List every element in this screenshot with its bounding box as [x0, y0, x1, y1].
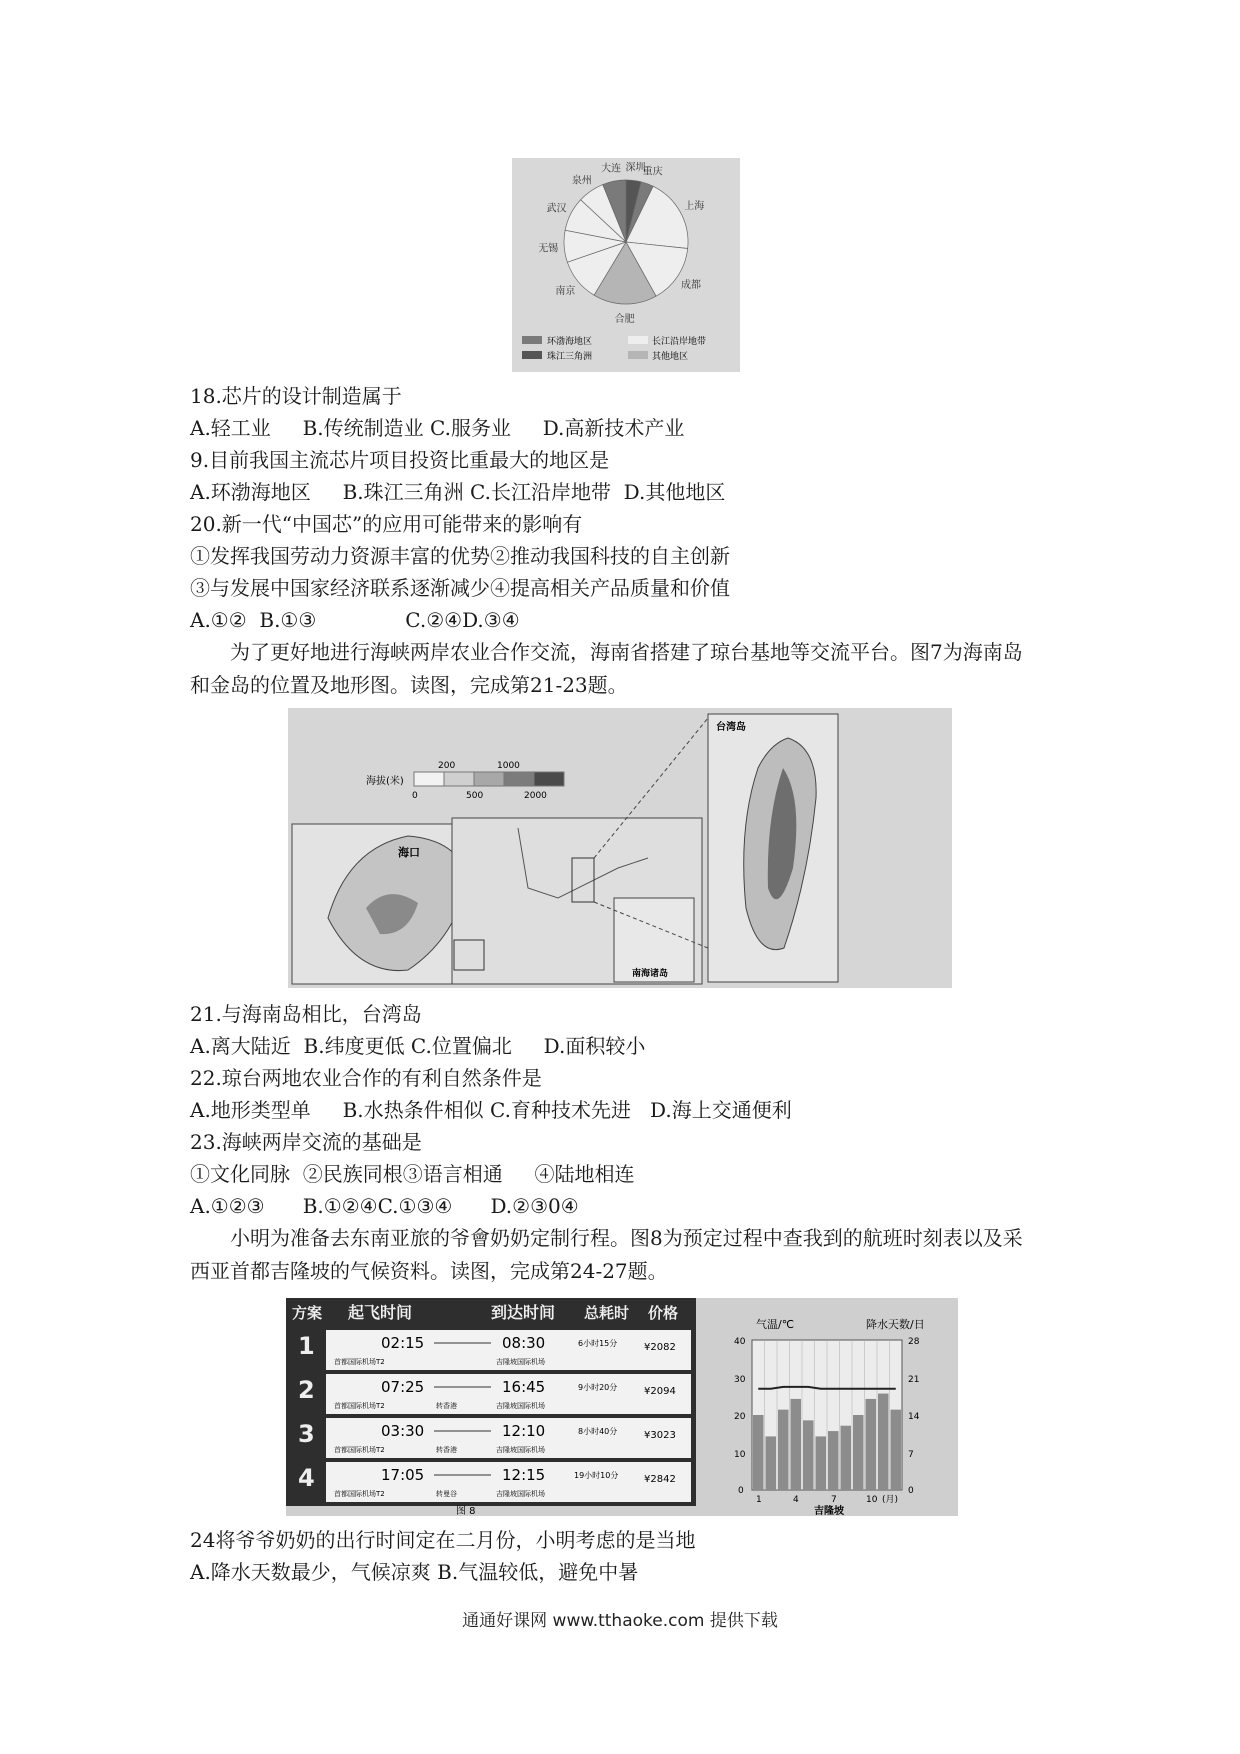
rain-day-bar	[753, 1415, 764, 1490]
header-plan: 方案	[292, 1304, 323, 1322]
question-20-stem: 20.新一代“中国芯”的应用可能带来的影响有	[190, 512, 583, 536]
legend-title: 海拔(米)	[366, 776, 404, 787]
legend-swatch-bohai	[522, 336, 542, 344]
pie-chart	[512, 158, 740, 372]
haikou-label: 海口	[398, 846, 420, 859]
pie-label: 武汉	[546, 203, 567, 215]
legend-swatch-2000	[534, 772, 564, 786]
pie-label: 泉州	[571, 175, 592, 187]
chip-investment-pie-figure	[512, 158, 740, 372]
y-right-14: 14	[908, 1412, 920, 1422]
page-footer: 通通好课网 www.tthaoke.com 提供下载	[462, 1611, 778, 1631]
y-left-0: 0	[738, 1486, 744, 1496]
flight-climate-figure	[286, 1298, 958, 1516]
flight-row-2	[298, 1374, 691, 1414]
legend-swatch-200	[444, 772, 474, 786]
plan-number: 2	[298, 1376, 315, 1404]
intro-24-27: 小明为准备去东南亚旅的爷會奶奶定制行程。图8为预定过程中查我到的航班时刻表以及采西亚首都吉隆坡的气候资料。读图，完成第24-27题。	[190, 1226, 1023, 1283]
legend-swatch-0	[414, 772, 444, 786]
pie-label: 南京	[555, 285, 576, 297]
header-price: 价格	[648, 1304, 679, 1322]
question-23-stem: 23.海峡两岸交流的基础是	[190, 1130, 422, 1154]
legend-pearl: 珠江三角洲	[547, 352, 593, 362]
depart-airport: 首都国际机场T2	[334, 1402, 385, 1410]
question-20-items-2: ③与发展中国家经济联系逐渐减少④提高相关产品质量和价值	[190, 576, 730, 600]
legend-tick-500: 500	[466, 791, 484, 801]
duration: 6小时15分	[578, 1339, 618, 1348]
depart-time: 02:15	[381, 1334, 425, 1352]
rain-day-bar	[878, 1394, 889, 1490]
question-19-options: A.环渤海地区 B.珠江三角洲 C.长江沿岸地带 D.其他地区	[190, 480, 726, 504]
legend-tick-2000: 2000	[524, 791, 547, 801]
rain-day-bar	[866, 1399, 877, 1490]
y-left-20: 20	[734, 1412, 746, 1422]
y-right-28: 28	[908, 1337, 920, 1347]
arrive-time: 12:15	[502, 1466, 546, 1484]
intro-21-23: 为了更好地进行海峡两岸农业合作交流，海南省搭建了琼台基地等交流平台。图7为海南岛和金岛的位置及地形图。读图，完成第21-23题。	[190, 640, 1023, 697]
figure-8-caption: 图 8	[456, 1506, 476, 1516]
rain-day-bar	[891, 1410, 902, 1490]
arrive-airport: 吉隆坡国际机场	[496, 1402, 545, 1410]
question-18-options: A.轻工业 B.传统制造业 C.服务业 D.高新技术产业	[190, 416, 685, 440]
depart-time: 03:30	[381, 1422, 425, 1440]
question-19-stem: 9.目前我国主流芯片项目投资比重最大的地区是	[190, 448, 610, 472]
arrive-time: 16:45	[502, 1378, 546, 1396]
flight-row-1	[298, 1330, 691, 1370]
question-23-items: ①文化同脉 ②民族同根③语言相通 ④陆地相连	[190, 1162, 635, 1186]
legend-other: 其他地区	[652, 352, 689, 362]
legend-swatch-other	[628, 351, 648, 359]
transfer: 转曼谷	[436, 1490, 457, 1498]
legend-swatch-1000	[504, 772, 534, 786]
rain-day-bar	[816, 1436, 827, 1490]
legend-swatch-yangtze	[628, 336, 648, 344]
arrive-time: 12:10	[502, 1422, 546, 1440]
pie-label: 上海	[684, 201, 705, 213]
legend-swatch-pearl	[522, 351, 542, 359]
question-20-options: A.①② B.①③ C.②④D.③④	[190, 608, 520, 632]
question-24-stem: 24将爷爷奶奶的出行时间定在二月份，小明考虑的是当地	[190, 1528, 696, 1552]
city-label: 吉隆坡	[814, 1506, 844, 1516]
duration: 19小时10分	[574, 1471, 619, 1480]
x-tick-10: 10	[866, 1495, 878, 1505]
x-tick-1: 1	[756, 1495, 762, 1505]
duration: 8小时40分	[578, 1427, 618, 1436]
question-20-items-1: ①发挥我国劳动力资源丰富的优势②推动我国科技的自主创新	[190, 544, 730, 568]
rain-day-bar	[791, 1399, 802, 1490]
arrive-airport: 吉隆坡国际机场	[496, 1490, 545, 1498]
flight-climate-svg	[286, 1298, 958, 1516]
y-right-0: 0	[908, 1486, 914, 1496]
transfer: 转香港	[436, 1446, 457, 1454]
question-24-options: A.降水天数最少，气候凉爽 B.气温较低，避免中暑	[190, 1560, 639, 1584]
price: ¥3023	[644, 1430, 676, 1441]
question-21-options: A.离大陆近 B.纬度更低 C.位置偏北 D.面积较小	[190, 1034, 646, 1058]
price: ¥2094	[644, 1386, 676, 1397]
taiwan-label: 台湾岛	[716, 722, 746, 733]
arrive-airport: 吉隆坡国际机场	[496, 1358, 545, 1366]
rain-day-bar	[853, 1415, 864, 1490]
price: ¥2842	[644, 1474, 676, 1485]
legend-bohai: 环渤海地区	[547, 337, 593, 347]
header-arrive: 到达时间	[491, 1303, 556, 1322]
price: ¥2082	[644, 1342, 676, 1353]
rain-day-bar	[803, 1420, 814, 1490]
rain-day-bar	[841, 1426, 852, 1490]
question-22-options: A.地形类型单 B.水热条件相似 C.育种技术先进 D.海上交通便利	[190, 1098, 792, 1122]
flight-row-4	[298, 1462, 691, 1502]
y-right-21: 21	[908, 1375, 920, 1385]
pie-label: 大连	[601, 163, 622, 175]
hainan-taiwan-map-figure	[288, 708, 952, 988]
terrain-map	[288, 708, 952, 988]
question-18-stem: 18.芯片的设计制造属于	[190, 384, 402, 408]
month-unit: (月)	[882, 1495, 899, 1505]
plan-number: 1	[298, 1332, 315, 1360]
y-right-7: 7	[908, 1450, 914, 1460]
pie-label: 深圳	[625, 162, 646, 174]
y-left-10: 10	[734, 1450, 746, 1460]
nanhai-label: 南海诸岛	[632, 969, 669, 979]
pie-label: 无锡	[538, 243, 559, 255]
legend-tick-200: 200	[438, 761, 456, 771]
y-left-30: 30	[734, 1375, 746, 1385]
y-left-40: 40	[734, 1337, 746, 1347]
header-duration: 总耗时	[584, 1304, 630, 1322]
question-21-stem: 21.与海南岛相比，台湾岛	[190, 1002, 422, 1026]
depart-airport: 首都国际机场T2	[334, 1358, 385, 1366]
pie-label: 重庆	[642, 166, 663, 178]
depart-airport: 首都国际机场T2	[334, 1490, 385, 1498]
legend-tick-1000: 1000	[497, 761, 520, 771]
plan-number: 3	[298, 1420, 315, 1448]
rain-day-bar	[778, 1410, 789, 1490]
flight-row-3	[298, 1418, 691, 1458]
rain-day-bar	[828, 1431, 839, 1490]
x-tick-7: 7	[831, 1495, 837, 1505]
plan-number: 4	[298, 1464, 315, 1492]
rain-day-bar	[766, 1436, 777, 1490]
depart-airport: 首都国际机场T2	[334, 1446, 385, 1454]
temp-axis-title: 气温/℃	[756, 1318, 795, 1331]
klang-climate-chart	[734, 1317, 925, 1516]
x-tick-4: 4	[793, 1495, 799, 1505]
pie-label: 成都	[681, 279, 702, 291]
depart-time: 07:25	[381, 1378, 425, 1396]
question-22-stem: 22.琼台两地农业合作的有利自然条件是	[190, 1066, 542, 1090]
depart-time: 17:05	[381, 1466, 425, 1484]
arrive-airport: 吉隆坡国际机场	[496, 1446, 545, 1454]
legend-yangtze: 长江沿岸地带	[652, 337, 707, 347]
legend-swatch-500	[474, 772, 504, 786]
legend-tick-0: 0	[412, 791, 418, 801]
arrive-time: 08:30	[502, 1334, 546, 1352]
header-depart: 起飞时间	[348, 1303, 413, 1322]
question-23-options: A.①②③ B.①②④C.①③④ D.②③0④	[190, 1194, 579, 1218]
pie-label: 合肥	[614, 313, 635, 325]
rain-axis-title: 降水天数/日	[866, 1318, 925, 1331]
duration: 9小时20分	[578, 1383, 618, 1392]
transfer: 转香港	[436, 1402, 457, 1410]
